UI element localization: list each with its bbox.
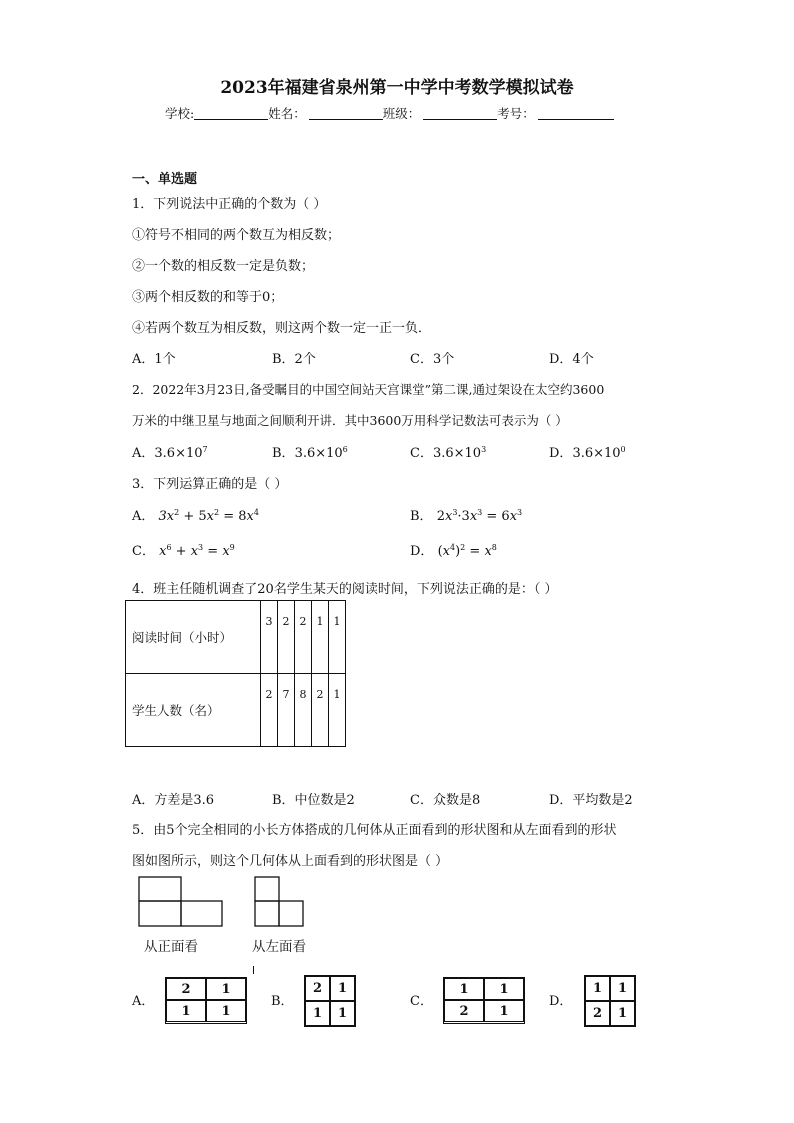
class-label: 班级：: [382, 106, 421, 121]
left-view-figure: [254, 876, 304, 928]
grid-cell: 1: [585, 976, 610, 1001]
row1-label: 阅读时间（小时）: [126, 601, 261, 674]
q4-option-d[interactable]: D．平均数是2: [549, 793, 633, 808]
grid-cell: 2: [444, 1000, 484, 1022]
grid-cell: 1: [206, 1000, 246, 1022]
grid-cell: 1: [330, 1001, 355, 1026]
q3-option-d[interactable]: D． $(x^4)^2 = x^8$: [410, 543, 497, 559]
grid-cell: 2: [166, 978, 206, 1000]
grid-cell: 1: [330, 976, 355, 1001]
table-row: [126, 601, 346, 674]
q4-stem: 4．班主任随机调查了20名学生某天的阅读时间，下列说法正确的是：（ ）: [132, 582, 558, 597]
grid-cell: 1: [305, 1001, 330, 1026]
school-label: 学校:: [165, 106, 195, 121]
q1-option-c[interactable]: C．3个: [410, 352, 455, 367]
class-blank[interactable]: [423, 106, 497, 120]
q5-option-a-label[interactable]: A．: [132, 994, 155, 1009]
q5-option-d-figure[interactable]: [584, 975, 636, 1027]
grid-cell: 1: [484, 978, 524, 1000]
q5-line-1: 5．由5个完全相同的小长方体搭成的几何体从正面看到的形状图和从左面看到的形状: [132, 823, 617, 838]
q3-option-b[interactable]: B． $2x^3\cdot 3x^3 = 6x^3$: [410, 508, 523, 524]
q1-option-d[interactable]: D．4个: [549, 352, 594, 367]
q1-item-1: ①符号不相同的两个数互为相反数；: [132, 228, 341, 243]
grid-cell: 1: [610, 1001, 635, 1026]
q1-item-3: ③两个相反数的和等于0；: [132, 290, 284, 305]
front-view-figure: [138, 876, 224, 928]
q5-option-b-figure[interactable]: [304, 975, 356, 1027]
table-row: [126, 674, 346, 747]
exam-no-blank[interactable]: [538, 106, 614, 120]
table-cell: 2: [295, 601, 312, 674]
grid-cell: 1: [206, 978, 246, 1000]
q5-option-c-label[interactable]: C．: [410, 994, 433, 1009]
q3-option-c[interactable]: C． $x^6 + x^3 = x^9$: [132, 543, 235, 559]
q4-option-c[interactable]: C．众数是8: [410, 793, 481, 808]
q2-option-c[interactable]: C．$3.6\times 10^3$: [410, 445, 487, 461]
grid-cell: 2: [305, 976, 330, 1001]
table-cell: 3: [261, 601, 278, 674]
front-view-label: 从正面看: [144, 939, 198, 955]
grid-cell: 1: [610, 976, 635, 1001]
table-cell: 7: [278, 674, 295, 747]
q4-option-a[interactable]: A．方差是3.6: [132, 793, 215, 808]
q3-stem: 3．下列运算正确的是（ ）: [132, 477, 288, 492]
q2-line-1: 2．2022年3月23日,备受瞩目的中国空间站天宫课堂”第二课,通过架设在太空约3600: [132, 382, 605, 397]
reading-time-table: [125, 600, 346, 747]
table-cell: 2: [261, 674, 278, 747]
q2-option-a[interactable]: A．$3.6\times 10^7$: [132, 445, 208, 461]
q4-option-b[interactable]: B．中位数是2: [272, 793, 355, 808]
grid-cell: 2: [585, 1001, 610, 1026]
q1-option-a[interactable]: A．1个: [132, 352, 176, 367]
q5-option-a-figure[interactable]: [165, 977, 247, 1024]
q5-option-b-label[interactable]: B．: [271, 994, 294, 1009]
table-cell: 8: [295, 674, 312, 747]
q5-option-d-label[interactable]: D．: [549, 994, 573, 1009]
table-cell: 1: [312, 601, 329, 674]
table-cell: 1: [329, 601, 346, 674]
table-cell: 1: [329, 674, 346, 747]
name-blank[interactable]: [309, 106, 383, 120]
school-blank[interactable]: [194, 106, 268, 120]
q2-option-d[interactable]: D．$3.6\times 10^0$: [549, 445, 626, 461]
q1-item-4: ④若两个数互为相反数，则这两个数一定一正一负．: [132, 321, 432, 336]
exam-title: 2023年福建省泉州第一中学中考数学模拟试卷: [220, 78, 574, 98]
row2-label: 学生人数（名）: [126, 674, 261, 747]
grid-cell: 1: [484, 1000, 524, 1022]
grid-cell: 1: [166, 1000, 206, 1022]
q1-option-b[interactable]: B．2个: [272, 352, 316, 367]
table-cell: 2: [278, 601, 295, 674]
exam-no-label: 考号：: [497, 106, 535, 121]
q2-option-b[interactable]: B．$3.6\times 10^6$: [272, 445, 348, 461]
grid-cell: 1: [444, 978, 484, 1000]
q1-item-2: ②一个数的相反数一定是负数；: [132, 259, 315, 274]
q5-line-2: 图如图所示，则这个几何体从上面看到的形状图是（ ）: [132, 854, 449, 869]
section-heading: 一、单选题: [132, 172, 198, 187]
scan-mark: [253, 966, 254, 974]
q2-line-2: 万米的中继卫星与地面之间顺利开讲．其中3600万用科学记数法可表示为（ ）: [132, 413, 568, 428]
student-info-line: [165, 104, 614, 122]
q5-option-c-figure[interactable]: [443, 977, 525, 1024]
name-label: 姓名：: [268, 106, 306, 121]
left-view-label: 从左面看: [252, 939, 306, 955]
q3-option-a[interactable]: A． $3x^2 + 5x^2 = 8x^4$: [132, 508, 259, 524]
table-cell: 2: [312, 674, 329, 747]
q1-stem: 1．下列说法中正确的个数为（ ）: [132, 197, 327, 212]
